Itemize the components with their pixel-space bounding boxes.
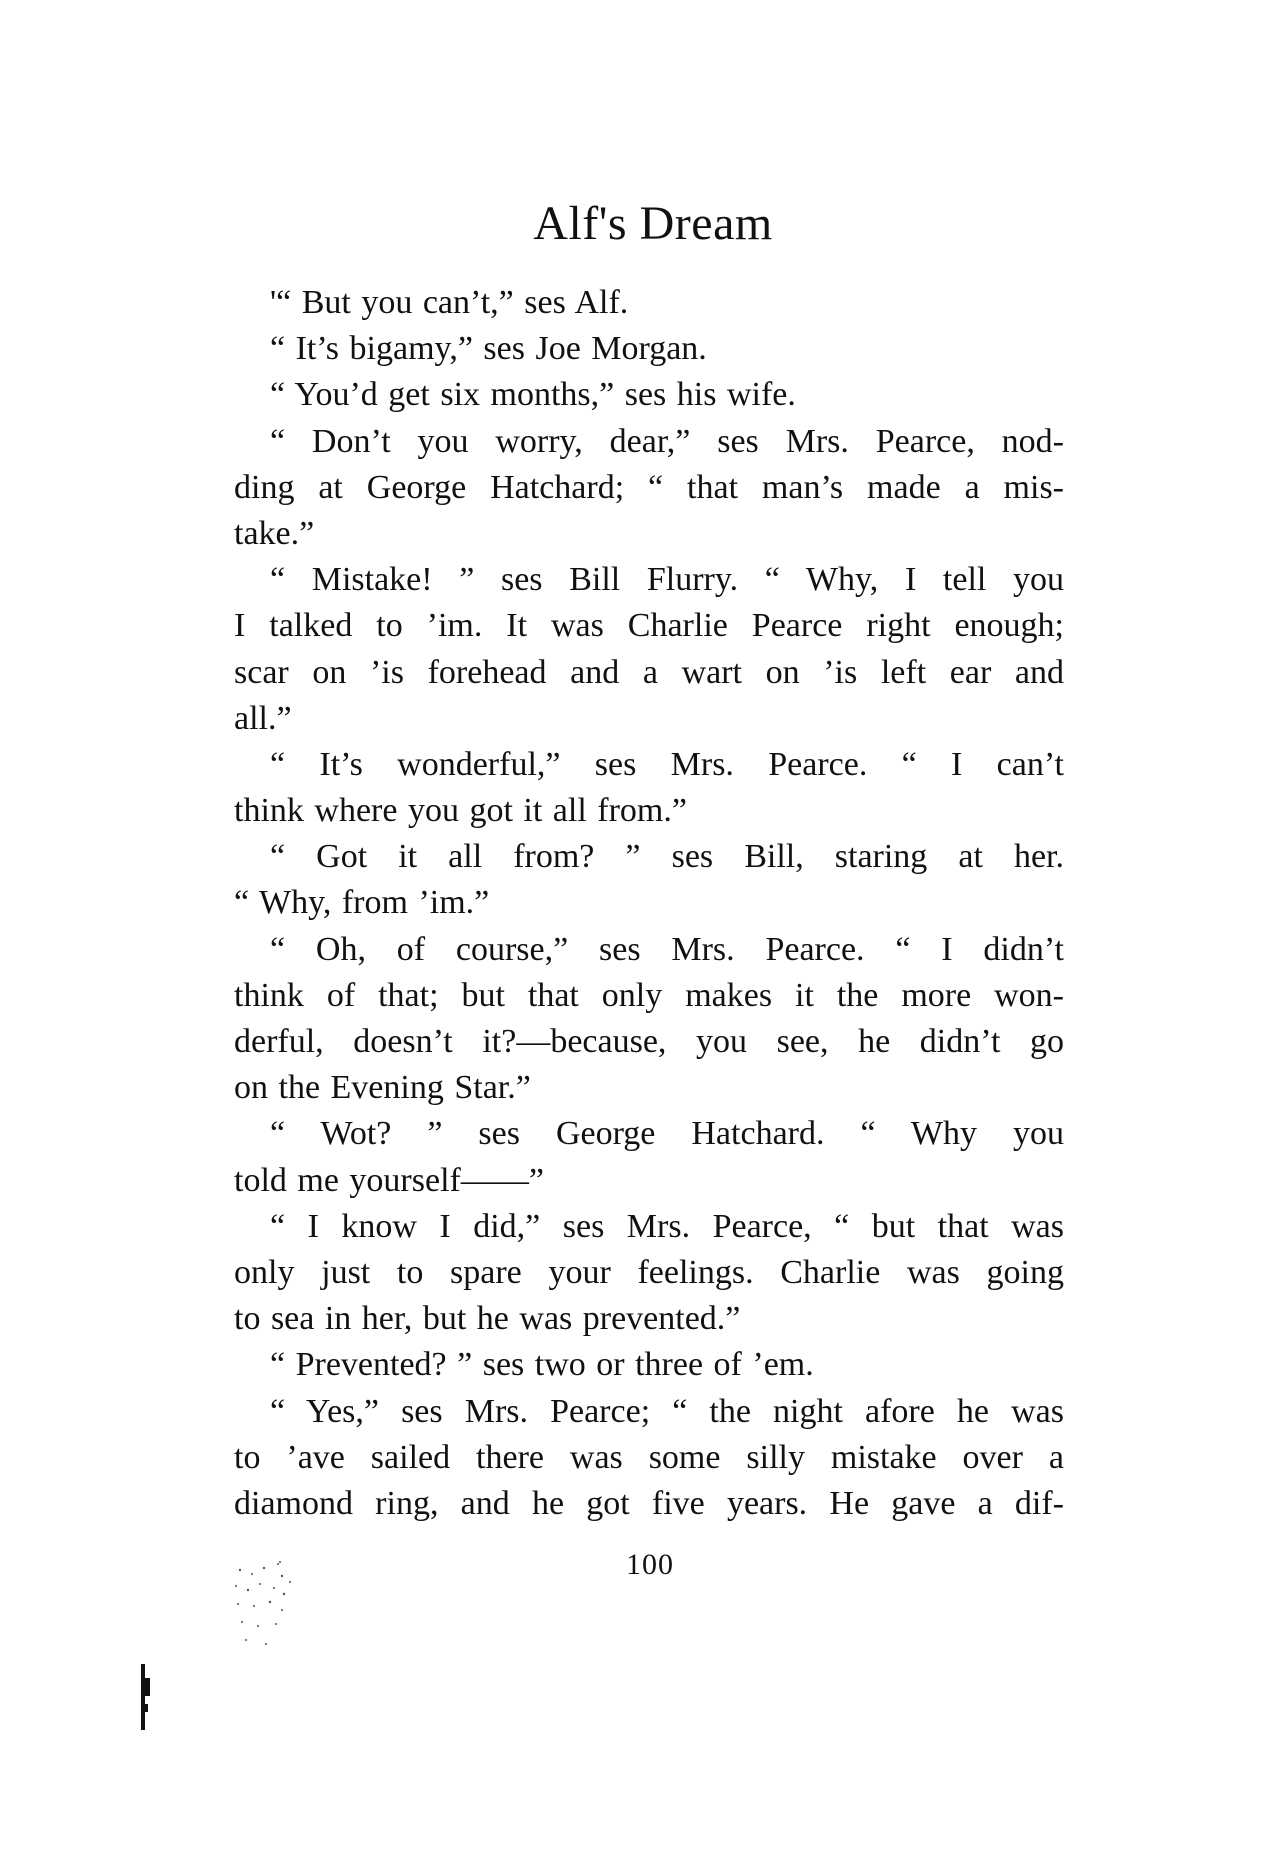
text-line: only just to spare your feelings. Charlie was going <box>234 1253 1064 1291</box>
text-line: “ Don’t you worry, dear,” ses Mrs. Pearce, nod- <box>270 422 1064 460</box>
text-line: take.” <box>234 514 315 552</box>
page-number: 100 <box>626 1548 674 1581</box>
text-line: “ Wot? ” ses George Hatchard. “ Why you <box>270 1115 1064 1153</box>
text-line: “ Prevented? ” ses two or three of ’em. <box>270 1346 814 1384</box>
scan-speckle-marks <box>230 1560 350 1670</box>
binding-edge-mark <box>138 1664 152 1730</box>
text-line: diamond ring, and he got five years. He gave a dif- <box>234 1484 1064 1522</box>
text-line: all.” <box>234 699 292 737</box>
running-head: Alf's Dream <box>533 197 773 250</box>
text-line: “ I know I did,” ses Mrs. Pearce, “ but that was <box>270 1207 1064 1245</box>
body-text <box>234 280 1064 1527</box>
text-line: think where you got it all from.” <box>234 792 687 830</box>
text-line: to ’ave sailed there was some silly mistake over a <box>234 1438 1064 1476</box>
text-line: I talked to ’im. It was Charlie Pearce right enough; <box>234 607 1064 645</box>
text-line: on the Evening Star.” <box>234 1069 531 1107</box>
text-line: ding at George Hatchard; “ that man’s made a mis- <box>234 468 1064 506</box>
text-line: “ It’s bigamy,” ses Joe Morgan. <box>270 330 707 368</box>
text-line: '“ But you can’t,” ses Alf. <box>270 284 629 321</box>
text-line: “ Yes,” ses Mrs. Pearce; “ the night afore he was <box>270 1392 1064 1430</box>
text-line: “ It’s wonderful,” ses Mrs. Pearce. “ I can’t <box>270 745 1064 783</box>
text-line: “ Oh, of course,” ses Mrs. Pearce. “ I didn’t <box>270 930 1064 968</box>
text-line: “ Why, from ’im.” <box>234 884 490 922</box>
text-line: to sea in her, but he was prevented.” <box>234 1300 741 1338</box>
text-line: scar on ’is forehead and a wart on ’is left ear and <box>234 653 1064 691</box>
text-line: “ You’d get six months,” ses his wife. <box>270 376 796 414</box>
text-line: told me yourself——” <box>234 1161 544 1199</box>
text-line: derful, doesn’t it?—because, you see, he didn’t go <box>234 1023 1064 1060</box>
text-line: “ Got it all from? ” ses Bill, staring at her. <box>270 838 1064 876</box>
text-line: “ Mistake! ” ses Bill Flurry. “ Why, I tell you <box>270 561 1064 599</box>
text-line: think of that; but that only makes it the more won- <box>234 976 1064 1014</box>
